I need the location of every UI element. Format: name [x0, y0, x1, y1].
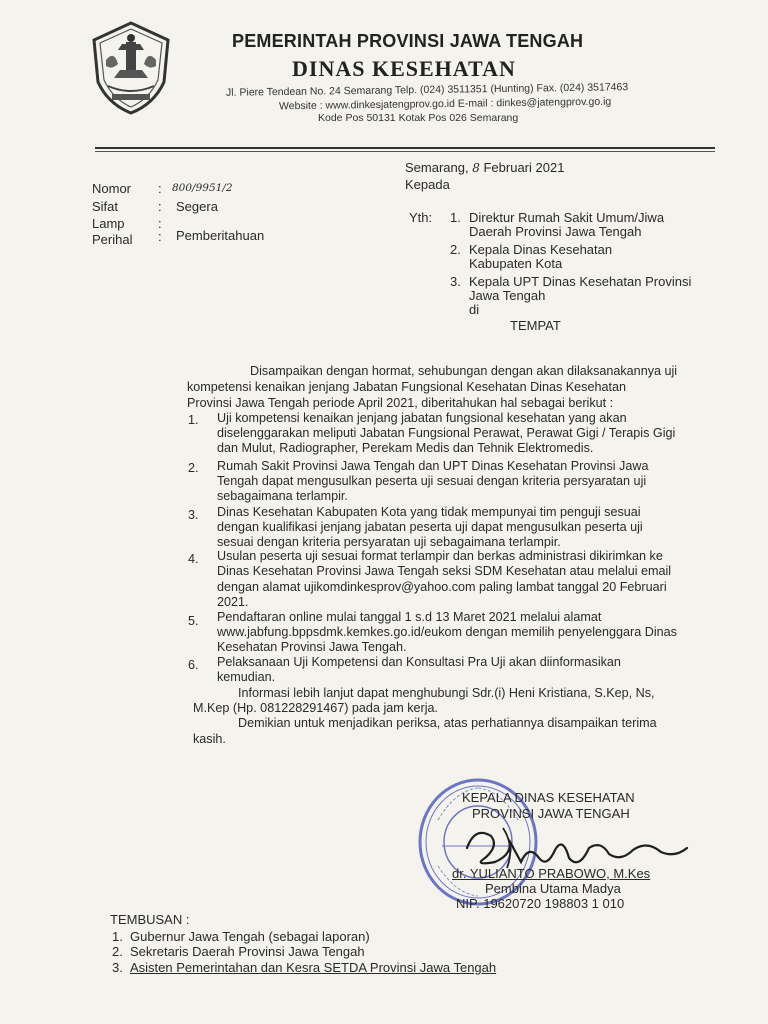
tembusan-item: Gubernur Jawa Tengah (sebagai laporan) [130, 929, 370, 944]
recipient-line: Kepala UPT Dinas Kesehatan Provinsi [469, 274, 692, 289]
point-line: Pendaftaran online mulai tanggal 1 s.d 13 Maret 2021 melalui alamat [217, 610, 602, 624]
postal-line: Kode Pos 50131 Kotak Pos 026 Semarang [318, 112, 519, 124]
government-name: PEMERINTAH PROVINSI JAWA TENGAH [232, 31, 584, 51]
signatory-name: dr. YULIANTO PRABOWO, M.Kes [452, 866, 651, 881]
address-line: Jl. Piere Tendean No. 24 Semarang Telp. (024) 3511351 (Hunting) Fax. (024) 3517463 [225, 81, 629, 99]
perihal-value: Pemberitahuan [176, 228, 265, 243]
point-line: 2021. [217, 595, 249, 609]
point-num: 6. [188, 658, 199, 672]
sifat-colon: : [158, 199, 162, 214]
perihal-label: Perihal [92, 232, 133, 247]
intro-line: kompetensi kenaikan jenjang Jabatan Fungsional Kesehatan Dinas Kesehatan [187, 380, 626, 394]
nomor-label: Nomor [92, 181, 132, 196]
point-num: 4. [188, 552, 199, 566]
recipient-line: Direktur Rumah Sakit Umum/Jiwa [469, 210, 665, 225]
tembusan-item: Sekretaris Daerah Provinsi Jawa Tengah [130, 944, 365, 959]
header-rule [95, 147, 715, 149]
tembusan-label: TEMBUSAN : [110, 912, 190, 927]
point-line: dan Mulut, Radiographer, Perekam Medis dan Tehnik Elektromedis. [217, 441, 594, 455]
point-line: kemudian. [217, 670, 276, 684]
point-line: Tengah dapat mengusulkan peserta uji sesuai dengan kriteria persyaratan uji [217, 474, 647, 488]
perihal-colon: : [158, 229, 162, 244]
yth-label: Yth: [409, 210, 433, 225]
recipient-line: Jawa Tengah [469, 288, 546, 303]
point-line: dengan alamat ujikomdinkesprov@yahoo.com paling lambat tanggal 20 Februari [217, 580, 667, 594]
signature-title: PROVINSI JAWA TENGAH [472, 806, 630, 821]
point-line: www.jabfung.bppsdmk.kemkes.go.id/eukom dengan memilih penyelenggara Dinas [217, 625, 677, 639]
lamp-label: Lamp [92, 216, 125, 231]
point-line: Dinas Kesehatan Kabupaten Kota yang tidak mempunyai tim penguji sesuai [217, 505, 641, 519]
web-email-line: Website : www.dinkesjatengprov.go.id E-mail : dinkes@jatengprov.go.ig [278, 95, 612, 113]
recipient-di: di [469, 302, 480, 317]
sifat-label: Sifat [92, 199, 119, 214]
point-line: Kesehatan Provinsi Jawa Tengah. [217, 640, 407, 654]
closing-line: kasih. [193, 732, 226, 746]
coat-of-arms-icon [88, 20, 174, 116]
recipient-place: TEMPAT [510, 318, 561, 333]
recipient-num: 2. [450, 242, 461, 257]
info-line: Informasi lebih lanjut dapat menghubungi Sdr.(i) Heni Kristiana, S.Kep, Ns, [238, 686, 655, 700]
department-name: DINAS KESEHATAN [292, 56, 516, 81]
intro-line: Provinsi Jawa Tengah periode April 2021, diberitahukan hal sebagai berikut : [187, 396, 614, 410]
point-num: 5. [188, 614, 199, 628]
tembusan-num: 2. [112, 944, 123, 959]
point-num: 2. [188, 461, 199, 475]
to-label: Kepada [405, 177, 450, 192]
nomor-value: 800/9951/2 [172, 182, 233, 194]
sifat-value: Segera [176, 199, 218, 214]
signatory-nip: NIP. 19620720 198803 1 010 [456, 896, 625, 911]
lamp-colon: : [158, 216, 162, 231]
point-line: Uji kompetensi kenaikan jenjang jabatan fungsional kesehatan yang akan [217, 411, 627, 425]
point-line: dengan kualifikasi jenjang jabatan peserta uji dapat mengusulkan peserta uji [217, 520, 643, 534]
info-line: M.Kep (Hp. 081228291467) pada jam kerja. [193, 701, 439, 715]
recipient-num: 3. [450, 274, 461, 289]
signatory-rank: Pembina Utama Madya [485, 881, 621, 896]
tembusan-num: 3. [112, 960, 123, 975]
point-line: diselenggarakan meliputi Jabatan Fungsional Perawat, Perawat Gigi / Terapis Gigi [217, 426, 676, 440]
recipient-num: 1. [450, 210, 461, 225]
point-line: Usulan peserta uji sesuai format terlampir dan berkas administrasi dikirimkan ke [217, 549, 663, 563]
point-line: Rumah Sakit Provinsi Jawa Tengah dan UPT Dinas Kesehatan Provinsi Jawa [217, 459, 649, 473]
intro-line: Disampaikan dengan hormat, sehubungan dengan akan dilaksanakannya uji [250, 364, 678, 378]
tembusan-num: 1. [112, 929, 123, 944]
tembusan-item: Asisten Pemerintahan dan Kesra SETDA Provinsi Jawa Tengah [130, 960, 497, 975]
point-line: sebagaimana terlampir. [217, 489, 348, 503]
recipient-line: Kepala Dinas Kesehatan [469, 242, 613, 257]
point-num: 1. [188, 413, 199, 427]
header-rule-thin [95, 151, 715, 152]
recipient-line: Daerah Provinsi Jawa Tengah [469, 224, 642, 239]
signature-title: KEPALA DINAS KESEHATAN [462, 790, 635, 805]
nomor-colon: : [158, 181, 162, 196]
place-date: Semarang, 8 Februari 2021 [405, 160, 565, 175]
point-line: sesuai dengan kriteria persyaratan uji sebagaimana terlampir. [217, 535, 561, 549]
point-line: Pelaksanaan Uji Kompetensi dan Konsultasi Pra Uji akan diinformasikan [217, 655, 621, 669]
point-line: Dinas Kesehatan Provinsi Jawa Tengah seksi SDM Kesehatan atau melalui email [217, 564, 672, 578]
closing-line: Demikian untuk menjadikan periksa, atas perhatiannya disampaikan terima [238, 716, 657, 730]
recipient-line: Kabupaten Kota [469, 256, 563, 271]
point-num: 3. [188, 508, 199, 522]
